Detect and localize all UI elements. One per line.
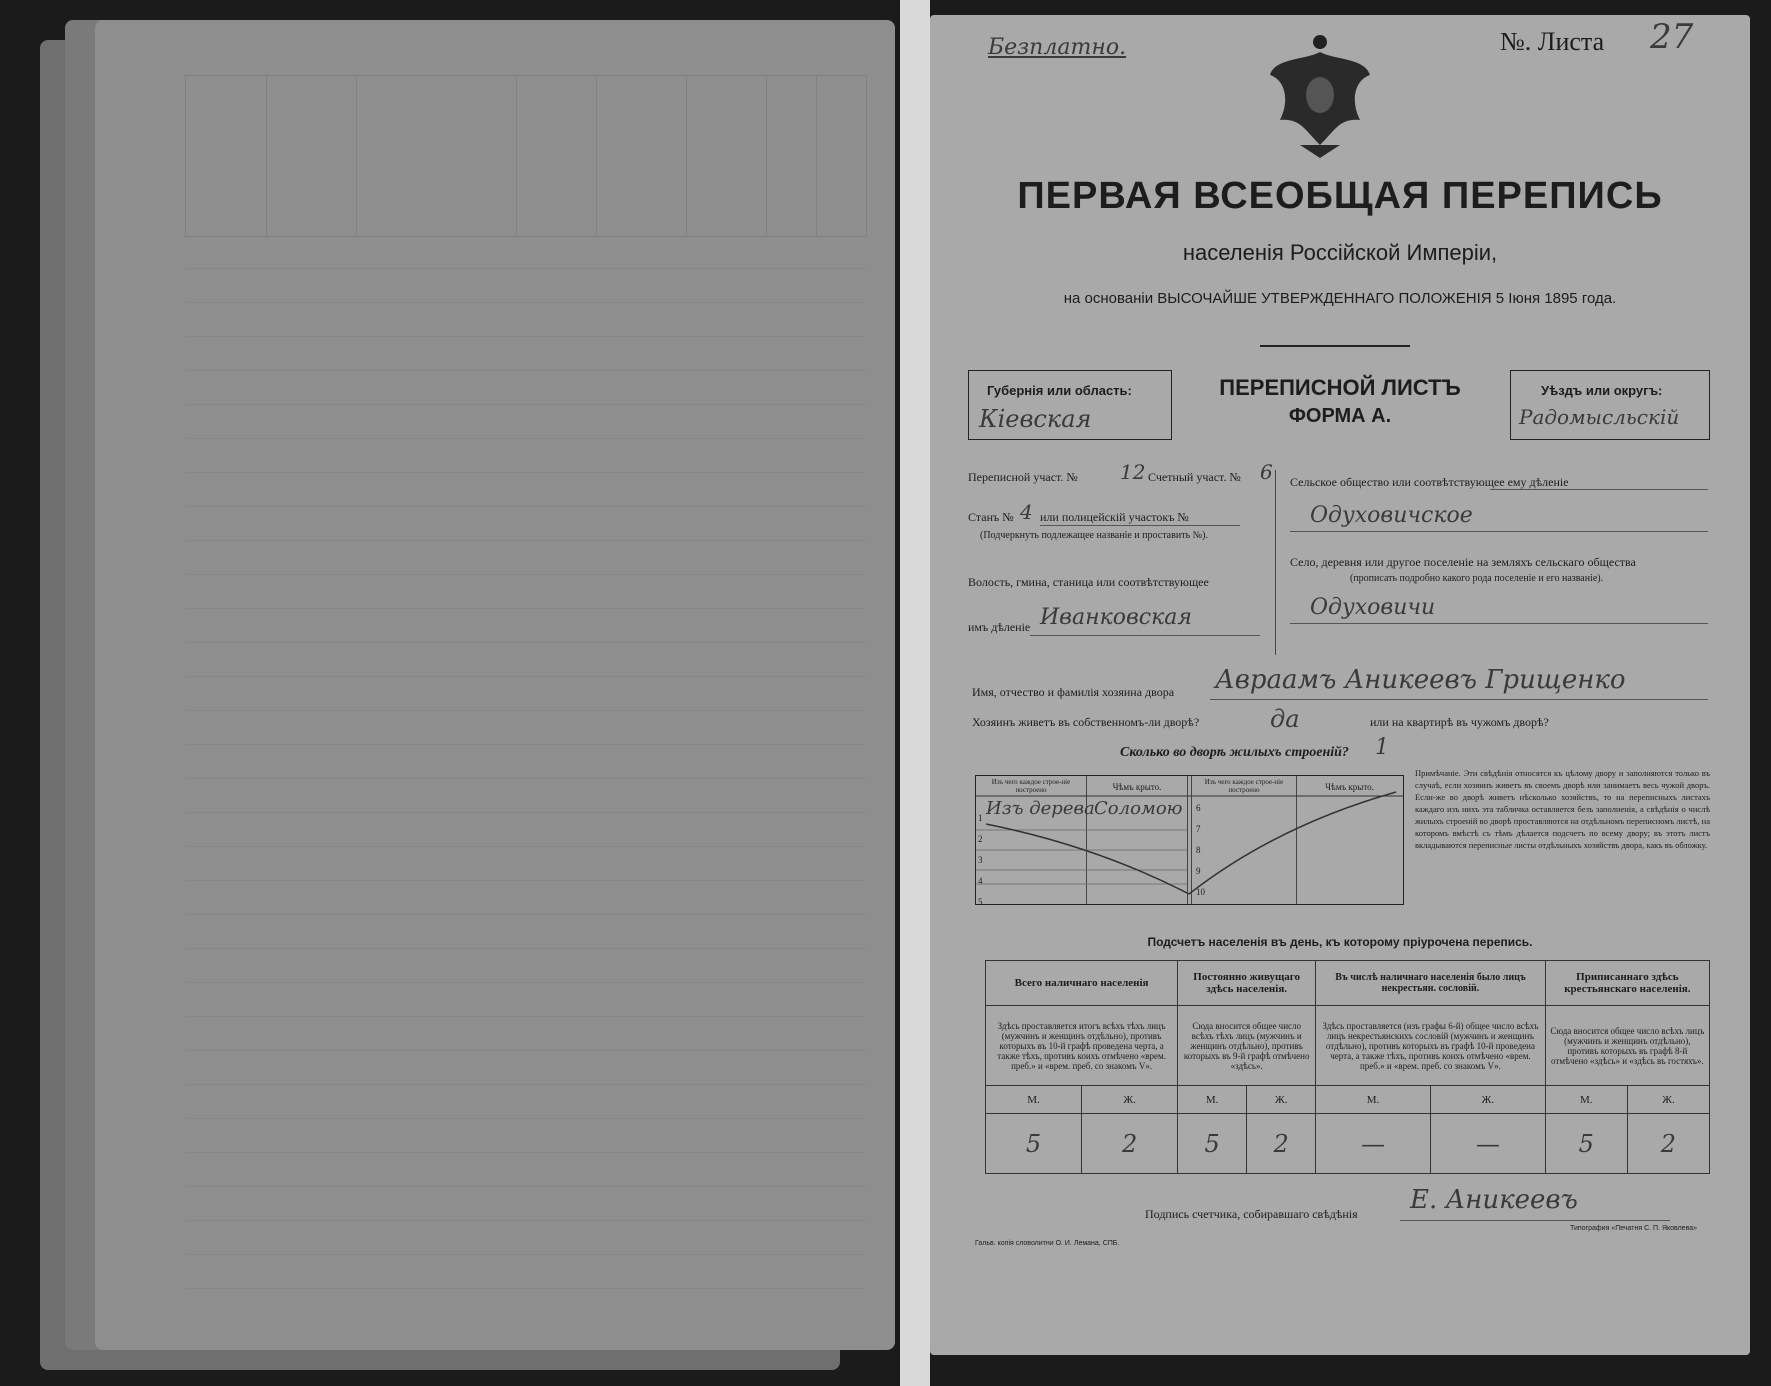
count-m1: М.	[986, 1086, 1082, 1114]
printer-right: Типография «Печатня С. П. Яковлева»	[1570, 1225, 1698, 1232]
book-spine	[900, 0, 930, 1386]
bt-col1-header: Изъ чего каждое строе-ніе построено	[991, 778, 1071, 794]
guberniya-label: Губернія или область:	[987, 383, 1132, 398]
volost-label-2: имъ дѣленіе	[968, 620, 1031, 634]
count-zh3: Ж.	[1430, 1086, 1545, 1114]
uchastok-value: 12	[1120, 460, 1146, 484]
underline-note: (Подчеркнуть подлежащее названіе и проставить №).	[980, 530, 1208, 541]
count-m3: М.	[1316, 1086, 1431, 1114]
uezd-box	[1510, 370, 1710, 440]
count-val-5: —	[1316, 1114, 1431, 1174]
count-val-2: 2	[1082, 1114, 1178, 1174]
printer-left: Гальв. копія словолитни О. И. Лемана, СПБ.	[975, 1240, 1120, 1247]
decorative-divider	[1260, 345, 1410, 347]
count-d2: Сюда вносится общее число всѣхъ тѣхъ лицъ (мужчинъ и женщинъ отдѣльно), противъ которыхъ въ 9-й графѣ отмѣчено «здѣсь».	[1178, 1006, 1316, 1086]
rent-label: или на квартирѣ въ чужомъ дворѣ?	[1370, 715, 1549, 729]
census-form-page	[930, 15, 1750, 1355]
signature-label: Подпись счетчика, собиравшаго свѣдѣнія	[1145, 1207, 1358, 1221]
village-value: Одуховичи	[1310, 595, 1436, 620]
sheet-number-label: №. Листа	[1500, 27, 1605, 56]
buildings-table	[975, 775, 1404, 905]
society-line-1	[1490, 489, 1708, 490]
police-label: или полицейскій участокъ №	[1040, 510, 1189, 524]
uezd-label: Уѣздъ или округъ:	[1541, 383, 1663, 398]
schet-label: Счетный участ. №	[1148, 470, 1241, 484]
count-m4: М.	[1545, 1086, 1627, 1114]
volost-line	[1030, 635, 1260, 636]
volost-label: Волость, гмина, станица или соотвѣтствующее	[968, 575, 1209, 589]
count-d4: Сюда вносится общее число всѣхъ лицъ (мужчинъ и женщинъ отдѣльно), противъ которыхъ въ графѣ 8-й отмѣчено «здѣсь» и «здѣсь въ гостяхъ».	[1545, 1006, 1709, 1086]
stan-value: 4	[1020, 500, 1033, 524]
count-table	[985, 960, 1710, 1174]
own-yard-label: Хозяинъ живетъ въ собственномъ-ли дворѣ?	[972, 715, 1200, 729]
buildings-value: 1	[1375, 735, 1389, 760]
left-page	[95, 20, 895, 1350]
count-h3: Въ числѣ наличнаго населенія было лицъ некрестьян. сословій.	[1316, 961, 1546, 1006]
form-sheet-title: ПЕРЕПИСНОЙ ЛИСТЪ	[1219, 375, 1461, 400]
count-zh2: Ж.	[1247, 1086, 1316, 1114]
schet-value: 6	[1260, 460, 1273, 484]
bt-col3-header: Изъ чего каждое строе-ніе построено	[1204, 778, 1284, 794]
count-val-1: 5	[986, 1114, 1082, 1174]
count-h4: Приписаннаго здѣсь крестьянскаго населенія.	[1545, 961, 1709, 1006]
buildings-note: Примѣчаніе. Эти свѣдѣнія относятся къ цѣлому двору и заполняются только въ случаѣ, если хозяинъ живетъ въ своемъ дворѣ или занимаетъ весь чужой дворъ. Если-же во дворѣ живетъ нѣсколько хозяйствъ, то на переписныхъ листахъ каждаго изъ нихъ эта табличка оставляется безъ заполненія, а свѣдѣнія о числѣ жилыхъ строеній во дворѣ проставляются на отдѣльномъ переписномъ листѣ, на которомъ вмѣстѣ съ тѣмъ дѣлается подсчетъ по всему двору; въ этотъ листъ вкладываются переписные листы отдѣльныхъ хозяйствъ двора, какъ въ обложку.	[1415, 768, 1710, 850]
own-yard-value: да	[1270, 705, 1300, 733]
count-val-3: 5	[1178, 1114, 1247, 1174]
count-zh1: Ж.	[1082, 1086, 1178, 1114]
signature-line	[1400, 1220, 1670, 1221]
volost-value: Иванковская	[1040, 605, 1192, 630]
guberniya-value: Кіевская	[979, 405, 1092, 433]
guberniya-box	[968, 370, 1172, 440]
count-h1: Всего наличнаго населенія	[986, 961, 1178, 1006]
form-basis: на основаніи ВЫСОЧАЙШЕ УТВЕРЖДЕННАГО ПОЛОЖЕНІЯ 5 Іюня 1895 года.	[1063, 290, 1617, 307]
bt-col2-header: Чѣмъ крыто.	[1112, 782, 1162, 792]
owner-name-line	[1210, 699, 1708, 700]
count-zh4: Ж.	[1627, 1086, 1709, 1114]
signature-value: Е. Аникеевъ	[1410, 1185, 1578, 1215]
count-d1: Здѣсь проставляется итогъ всѣхъ тѣхъ лицъ (мужчинъ и женщинъ отдѣльно), противъ которыхъ въ 10-й графѣ проведена черта, а также тѣхъ, противъ коихъ отмѣчено «врем. преб.» и «врем. преб. со знакомъ V».	[986, 1006, 1178, 1086]
count-val-8: 2	[1627, 1114, 1709, 1174]
count-val-6: —	[1430, 1114, 1545, 1174]
form-subtitle: населенія Россійской Имперіи,	[1182, 240, 1498, 265]
left-page-faded-header-grid	[185, 75, 867, 237]
society-line-2	[1290, 531, 1708, 532]
left-page-faded-rows	[185, 235, 865, 1290]
owner-name-label: Имя, отчество и фамилія хозяина двора	[972, 685, 1175, 699]
count-h2: Постоянно живущаго здѣсь населенія.	[1178, 961, 1316, 1006]
bt-left-row-numbers: 1 2 3 4 5	[978, 813, 983, 907]
count-val-4: 2	[1247, 1114, 1316, 1174]
stan-label: Станъ №	[968, 510, 1014, 524]
bt-r1-roof: Соломою	[1094, 798, 1183, 819]
count-title: Подсчетъ населенія въ день, къ которому пріурочена перепись.	[1147, 935, 1533, 949]
bt-r1-material: Изъ дерева	[986, 798, 1095, 819]
village-label: Село, деревня или другое поселеніе на земляхъ сельскаго общества	[1290, 555, 1636, 569]
buildings-label: Сколько во дворѣ жилыхъ строеній?	[1120, 745, 1349, 760]
society-value: Одуховичское	[1310, 503, 1473, 528]
uchastok-label: Переписной участ. №	[968, 470, 1078, 484]
form-sheet-type: ФОРМА А.	[1288, 405, 1392, 427]
society-label: Сельское общество или соотвѣтствующее ему дѣленіе	[1290, 475, 1569, 489]
field-divider	[1275, 470, 1276, 655]
village-line	[1290, 623, 1708, 624]
count-d3: Здѣсь проставляется (изъ графы 6-й) общее число всѣхъ лицъ некрестьянскихъ сословій (мужчинъ и женщинъ отдѣльно), противъ которыхъ въ графѣ 10-й проведена черта, а также тѣхъ, противъ коихъ отмѣчено «врем. преб.» и «врем. преб. со знакомъ V».	[1316, 1006, 1546, 1086]
count-m2: М.	[1178, 1086, 1247, 1114]
imperial-eagle-icon	[1265, 30, 1375, 160]
free-label: Безплатно.	[988, 35, 1127, 60]
bt-col4-header: Чѣмъ крыто.	[1325, 782, 1374, 792]
uezd-value: Радомысльскій	[1519, 405, 1680, 429]
form-title: ПЕРВАЯ ВСЕОБЩАЯ ПЕРЕПИСЬ	[1017, 175, 1663, 217]
village-note: (прописать подробно какого рода поселеніе и его названіе).	[1350, 573, 1604, 584]
bt-right-row-numbers: 6 7 8 9 10	[1196, 803, 1205, 897]
sheet-number-value: 27	[1650, 17, 1694, 57]
owner-name-value: Авраамъ Аникеевъ Грищенко	[1215, 665, 1626, 695]
bt-strike-lines	[976, 776, 1403, 904]
count-val-7: 5	[1545, 1114, 1627, 1174]
stan-line	[1040, 525, 1240, 526]
